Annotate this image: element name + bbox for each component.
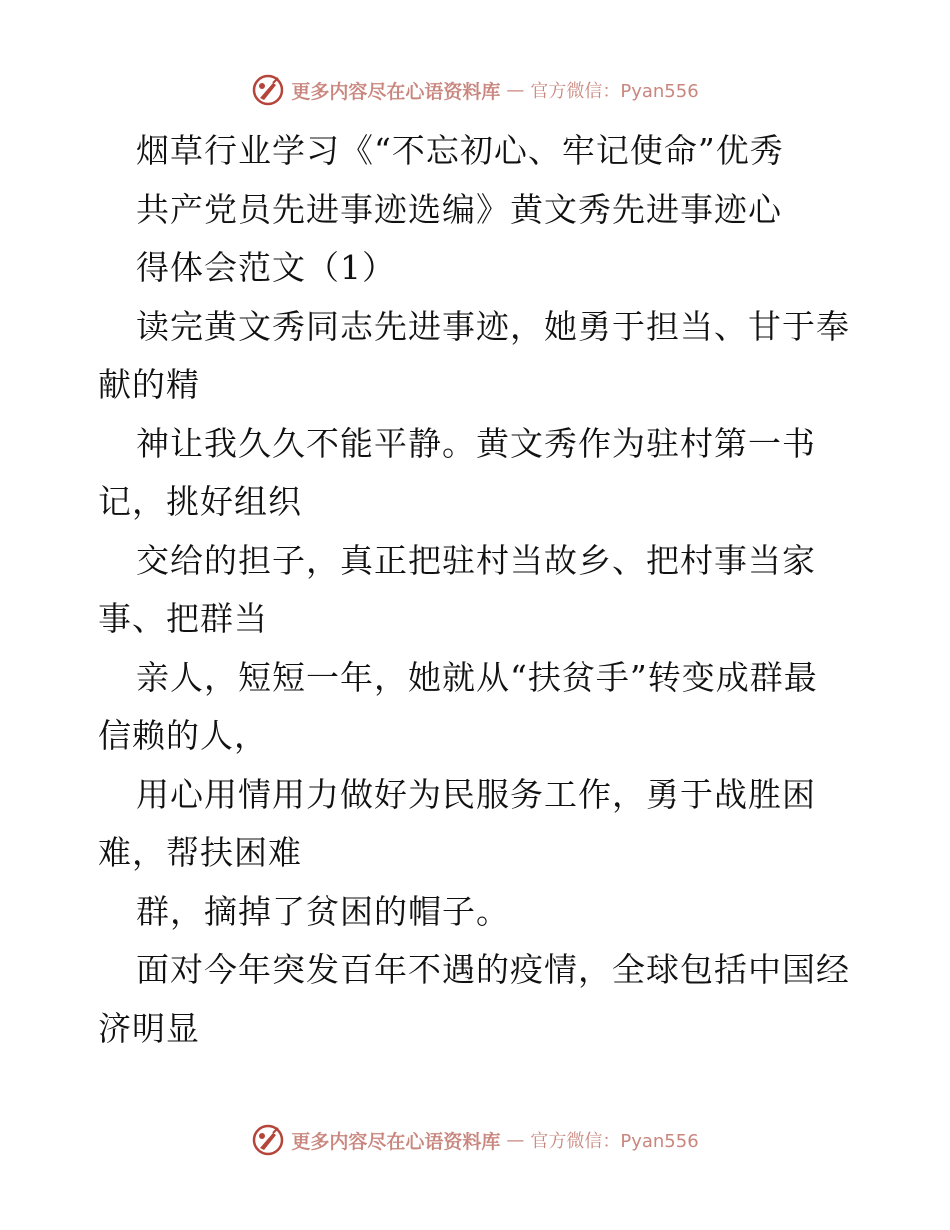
text-line: 献的精 (98, 365, 200, 404)
banner-contact: 官方微信：Pyan556 (530, 1131, 699, 1152)
banner-separator: — (506, 79, 525, 101)
text-line: 共产党员先进事迹选编》黄文秀先进事迹心 (136, 189, 782, 229)
banner-brand: 更多内容尽在心语资料库 (291, 1130, 501, 1153)
pen-circle-logo-icon (251, 73, 285, 107)
text-line: 面对今年突发百年不遇的疫情，全球包括中国经 (136, 950, 850, 989)
banner-brand: 更多内容尽在心语资料库 (291, 80, 501, 103)
text-line: 事、把群当 (98, 599, 268, 638)
text-line: 信赖的人， (98, 716, 268, 755)
pen-circle-logo-icon (251, 1123, 285, 1157)
text-line: 记，挑好组织 (98, 482, 302, 521)
header-banner (0, 70, 950, 110)
text-line: 得体会范文（1） (136, 248, 396, 287)
text-line: 亲人，短短一年，她就从“扶贫手”转变成群最 (136, 657, 818, 697)
banner-separator: — (506, 1129, 525, 1151)
text-line: 群，摘掉了贫困的帽子。 (136, 891, 510, 931)
text-line: 交给的担子，真正把驻村当故乡、把村事当家 (136, 540, 816, 580)
text-line: 用心用情用力做好为民服务工作，勇于战胜困 (136, 774, 816, 814)
text-line: 济明显 (98, 1008, 200, 1048)
banner-contact: 官方微信：Pyan556 (530, 81, 699, 102)
footer-banner (0, 1120, 950, 1160)
text-line: 神让我久久不能平静。黄文秀作为驻村第一书 (136, 423, 816, 463)
text-line: 烟草行业学习《“不忘初心、牢记使命”优秀 (136, 131, 784, 170)
document-body (98, 122, 858, 1058)
text-line: 读完黄文秀同志先进事迹，她勇于担当、甘于奉 (136, 306, 850, 346)
text-line: 难，帮扶困难 (98, 833, 302, 872)
